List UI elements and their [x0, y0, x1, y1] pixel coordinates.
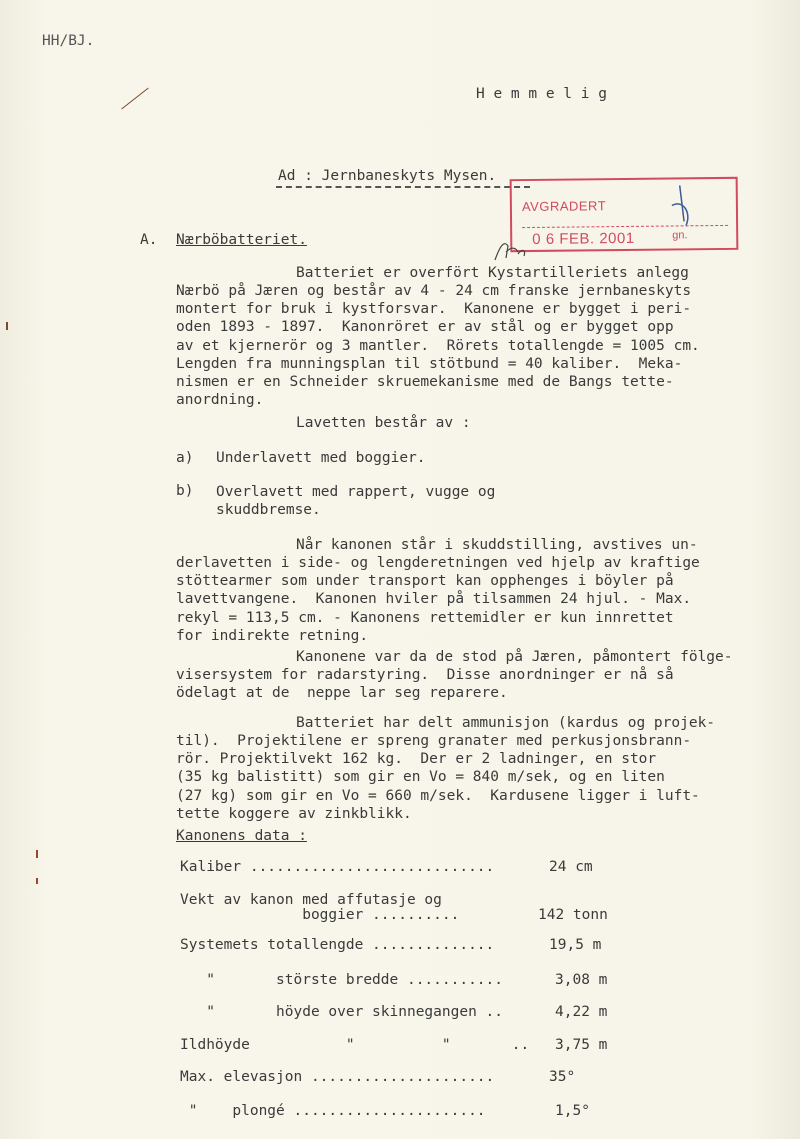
stamp-sign: gn. [672, 229, 688, 242]
reference-code: HH/BJ. [42, 33, 95, 49]
data-row-value: 24 cm [549, 859, 593, 875]
handwritten-fra [492, 236, 530, 266]
stamp-date: 0 6 FEB. 2001 [532, 229, 635, 248]
section-heading: Nærböbatteriet. [176, 232, 307, 248]
para1-body: Nærbö på Jæren og består av 4 - 24 cm franske jernbaneskyts montert for bruk i kystforsvar. Kanonene er bygget i peri- oden 1893 - 1897. Kanonröret er av stål og er bygget opp av et kjernerör og 3 mantler. Rörets totallengde = 1005 cm. Lengden fra munningsplan til stötbund = 40 kaliber. Meka- nismen er en Schneider skruemekanisme med de Bangs tette- anordning. [176, 283, 700, 409]
data-row-value: 19,5 m [549, 937, 602, 953]
section-marker: A. [140, 232, 158, 248]
data-row-value: 3,75 m [555, 1037, 608, 1053]
data-row-value: 4,22 m [555, 1004, 608, 1020]
data-row-value: 142 tonn [538, 907, 608, 923]
margin-mark [36, 878, 38, 884]
data-row-label: Vekt av kanon med affutasje og [180, 892, 442, 908]
margin-mark [6, 322, 8, 330]
item-b-marker: b) [176, 483, 194, 499]
data-row-label: Systemets totallengde .............. [180, 937, 495, 953]
subject-underline [276, 186, 530, 188]
data-row-value: 3,08 m [555, 972, 608, 988]
declassified-stamp [510, 177, 739, 252]
para1-first-line: Batteriet er overfört Kystartilleriets anlegg [296, 265, 689, 281]
data-row-label: Kaliber ............................ [180, 859, 495, 875]
data-row-label: boggier .......... [180, 907, 460, 923]
para2-body: derlavetten i side- og lengderetningen ved hjelp av kraftige stöttearmer som under transport kan opphenges i böyler på lavettvangene. Kanonen hviler på tilsammen 24 hjul. - Max. rekyl = 113,5 cm. - Kanonens rettemidler er kun innrettet for indirekte retning. [176, 555, 700, 644]
signature-mark [662, 181, 703, 231]
data-row-label: " höyde over skinnegangen .. [180, 1004, 504, 1020]
data-row-value: 35° [549, 1069, 576, 1085]
data-heading: Kanonens data : [176, 828, 307, 844]
item-a-marker: a) [176, 450, 194, 466]
para2-first-line: Når kanonen står i skuddstilling, avstives un- [296, 537, 698, 553]
data-row-label: " plongé ...................... [180, 1103, 486, 1119]
item-a-text: Underlavett med boggier. [216, 450, 426, 466]
pen-mark [121, 88, 148, 110]
data-row-value: 1,5° [555, 1103, 590, 1119]
subject-line: Ad : Jernbaneskyts Mysen. [278, 168, 497, 184]
para4-body: til). Projektilene er spreng granater med perkusjonsbrann- rör. Projektilvekt 162 kg. Der er 2 ladninger, en stor (35 kg balistitt) som gir en Vo = 840 m/sek, og en liten (27 kg) som gir en Vo = 660 m/sek. Kardusene ligger i luft- tette koggere av zinkblikk. [176, 733, 700, 822]
data-row-label: " störste bredde ........... [180, 972, 504, 988]
data-row-label: Ildhöyde " " .. [180, 1037, 530, 1053]
lavett-intro: Lavetten består av : [296, 415, 471, 431]
classification: H e m m e l i g [476, 86, 607, 102]
para3-first-line: Kanonene var da de stod på Jæren, påmontert fölge- [296, 649, 733, 665]
item-b-text: Overlavett med rappert, vugge og skuddbremse. [216, 484, 496, 519]
para3-body: visersystem for radarstyring. Disse anordninger er nå så ödelagt at de neppe lar seg reparere. [176, 667, 674, 702]
data-row-label: Max. elevasjon ..................... [180, 1069, 495, 1085]
margin-mark [36, 850, 38, 858]
para4-first-line: Batteriet har delt ammunisjon (kardus og projek- [296, 715, 716, 731]
stamp-title: AVGRADERT [521, 198, 607, 215]
